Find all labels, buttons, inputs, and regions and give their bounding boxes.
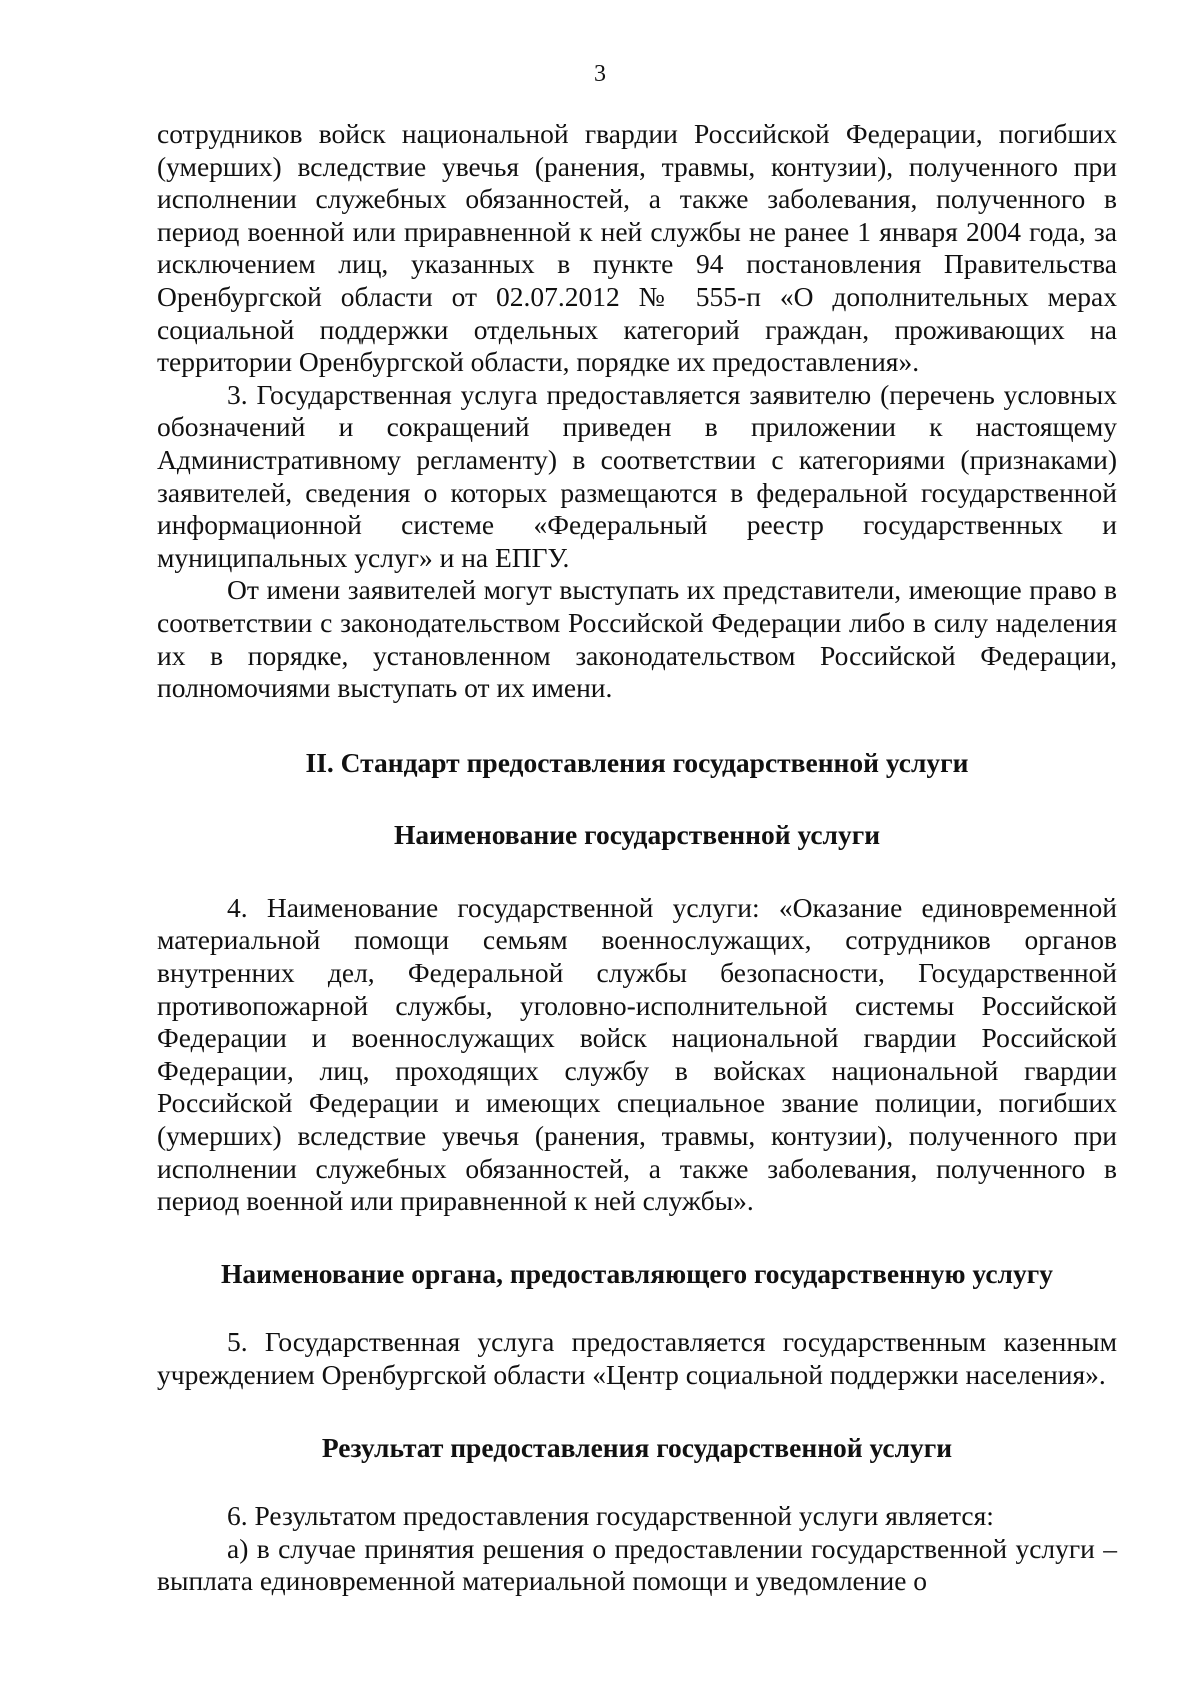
paragraph-6a: а) в случае принятия решения о предоставлении государственной услуги – выплата единовременной материальной помощи и уведомление о [157,1532,1117,1597]
spacer [157,1392,1117,1432]
paragraph-continuation: сотрудников войск национальной гвардии Российской Федерации, погибших (умерших) вследствие увечья (ранения, травмы, контузии), полученного при исполнении служебных обязанностей, а также заболевания, полученного в период военной или приравненной к ней службы не ранее 1 января 2004 года, за исключением лиц, указанных в пункте 94 постановления Правительства Оренбургской области от 02.07.2012 № 555-п «О дополнительных мерах социальной поддержки отдельных категорий граждан, проживающих на территории Оренбургской области, порядке их предоставления». [157,118,1117,378]
spacer [157,779,1117,819]
section-title: II. Стандарт предоставления государственной услуги [305,746,969,778]
document-body [157,118,1117,1598]
paragraph-6: 6. Результатом предоставления государственной услуги является: [227,1500,994,1532]
heading-service-name: Наименование государственной услуги [393,819,881,851]
heading-authority: Наименование органа, предоставляющего государственную услугу [221,1257,1053,1289]
paragraph-3: 3. Государственная услуга предоставляется заявителю (перечень условных обозначений и сокращений приведен в приложении к настоящему Административному регламенту) в соответствии с категориями (признаками) заявителей, сведения о которых размещаются в федеральной государственной информационной системе «Федеральный реестр государственных и муниципальных услуг» и на ЕПГУ. [157,378,1117,573]
page-number: 3 [594,61,606,87]
paragraph-4: 4. Наименование государственной услуги: «Оказание единовременной материальной помощи семьям военнослужащих, сотрудников органов внутренних дел, Федеральной службы безопасности, Государственной противопожарной службы, уголовно-исполнительной системы Российской Федерации и военнослужащих войск национальной гвардии Российской Федерации, лиц, проходящих службу в войсках национальной гвардии Российской Федерации и имеющих специальное звание полиции, погибших (умерших) вследствие увечья (ранения, травмы, контузии), полученного при исполнении служебных обязанностей, а также заболевания, полученного в период военной или приравненной к ней службы». [157,891,1117,1217]
heading-result: Результат предоставления государственной услуги [321,1431,953,1463]
paragraph-5: 5. Государственная услуга предоставляется государственным казенным учреждением Оренбургской области «Центр социальной поддержки населения». [157,1326,1117,1390]
spacer [157,1290,1117,1326]
spacer [157,852,1117,892]
spacer [157,1218,1117,1258]
paragraph-representatives: От имени заявителей могут выступать их представители, имеющие право в соответствии с законодательством Российской Федерации либо в силу наделения их в порядке, установленном законодательством Российской Федерации, полномочиями выступать от их имени. [157,574,1117,704]
spacer [157,1464,1117,1500]
spacer [157,705,1117,747]
